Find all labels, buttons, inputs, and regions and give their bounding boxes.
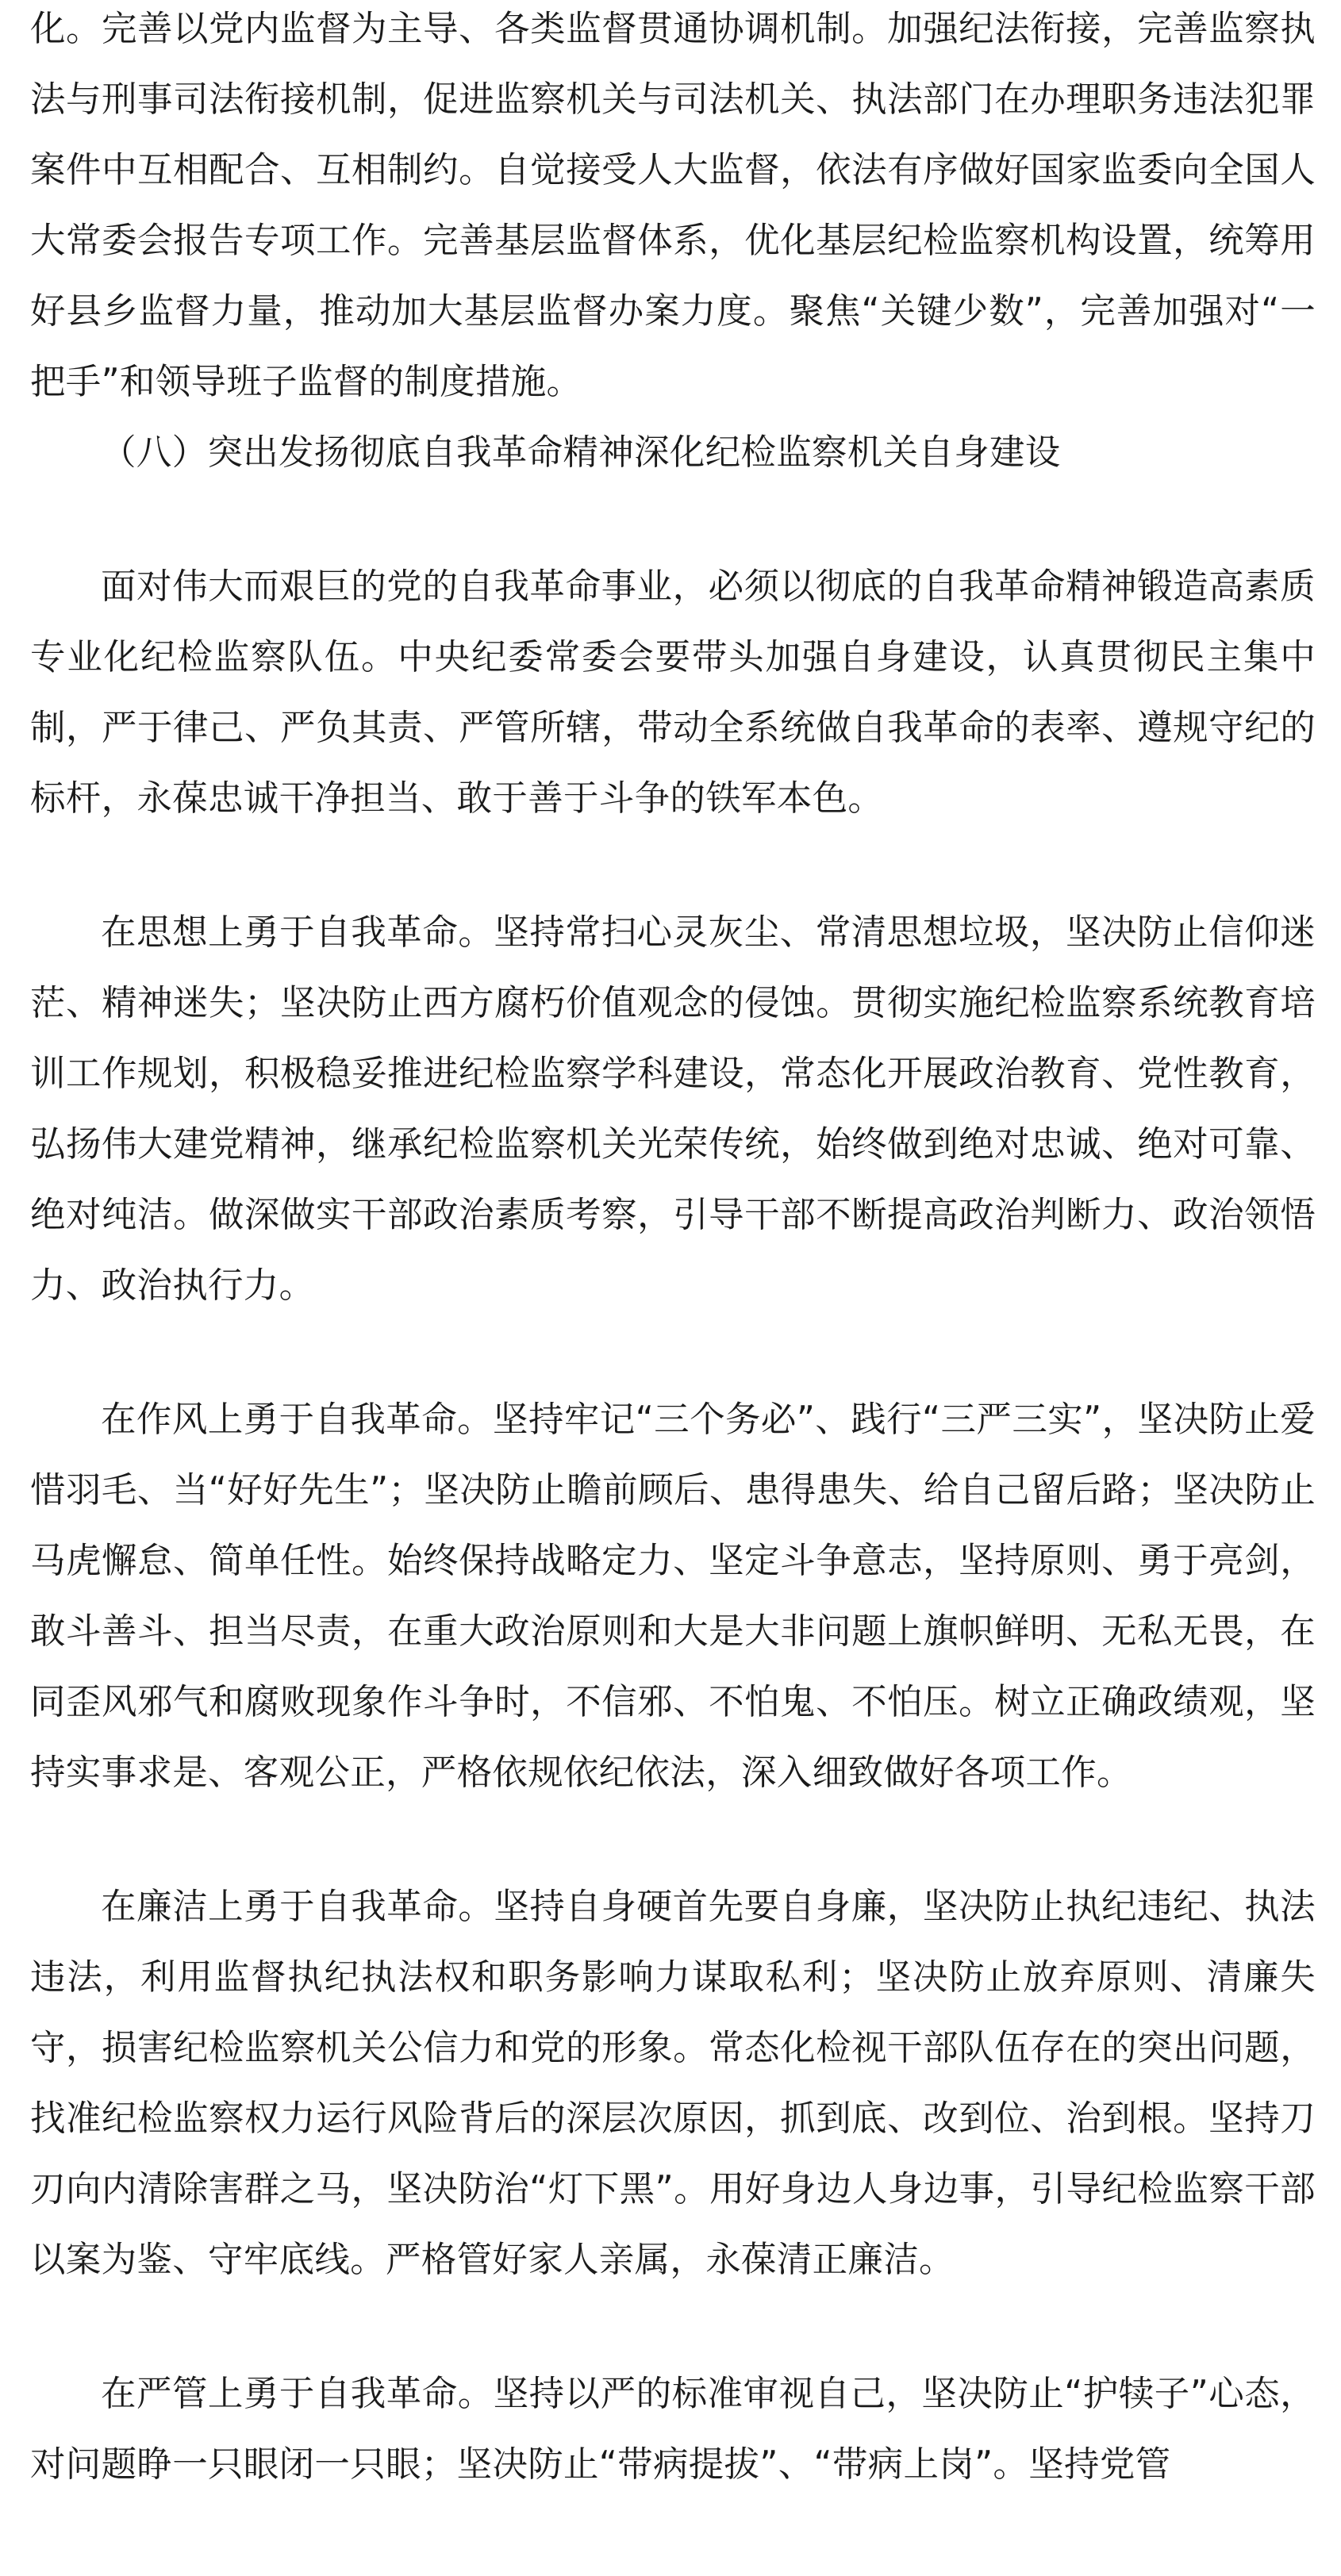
paragraph-strict-management: 在严管上勇于自我革命。坚持以严的标准审视自己，坚决防止“护犊子”心态，对问题睁一只眼闭一只眼；坚决防止“带病提拔”、“带病上岗”。坚持党管 <box>30 2374 1316 2485</box>
section-heading: （八）突出发扬彻底自我革命精神深化纪检监察机关自身建设 <box>101 432 1061 473</box>
paragraph-integrity: 在廉洁上勇于自我革命。坚持自身硬首先要自身廉，坚决防止执纪违纪、执法违法，利用监督执纪执法权和职务影响力谋取私利；坚决防止放弃原则、清廉失守，损害纪检监察机关公信力和党的形象。常态化检视干部队伍存在的突出问题，找准纪检监察权力运行风险背后的深层次原因，抓到底、改到位、治到根。坚持刀刃向内清除害群之马，坚决防治“灯下黑”。用好身边人身边事，引导纪检监察干部以案为鉴、守牢底线。严格管好家人亲属，永葆清正廉洁。 <box>30 1887 1316 2280</box>
paragraph-continued: 化。完善以党内监督为主导、各类监督贯通协调机制。加强纪法衔接，完善监察执法与刑事司法衔接机制，促进监察机关与司法机关、执法部门在办理职务违法犯罪案件中互相配合、互相制约。自觉接受人大监督，依法有序做好国家监委向全国人大常委会报告专项工作。完善基层监督体系，优化基层纪检监察机构设置，统筹用好县乡监督力量，推动加大基层监督办案力度。聚焦“关键少数”，完善加强对“一把手”和领导班子监督的制度措施。 <box>30 9 1316 402</box>
paragraph-ideology: 在思想上勇于自我革命。坚持常扫心灵灰尘、常清思想垃圾，坚决防止信仰迷茫、精神迷失；坚决防止西方腐朽价值观念的侵蚀。贯彻实施纪检监察系统教育培训工作规划，积极稳妥推进纪检监察学科建设，常态化开展政治教育、党性教育，弘扬伟大建党精神，继承纪检监察机关光荣传统，始终做到绝对忠诚、绝对可靠、绝对纯洁。做深做实干部政治素质考察，引导干部不断提高政治判断力、政治领悟力、政治执行力。 <box>30 912 1316 1306</box>
article-body <box>30 0 1316 2500</box>
paragraph-work-style: 在作风上勇于自我革命。坚持牢记“三个务必”、践行“三严三实”，坚决防止爱惜羽毛、当“好好先生”；坚决防止瞻前顾后、患得患失、给自己留后路；坚决防止马虎懈怠、简单任性。始终保持战略定力、坚定斗争意志，坚持原则、勇于亮剑，敢斗善斗、担当尽责，在重大政治原则和大是大非问题上旗帜鲜明、无私无畏，在同歪风邪气和腐败现象作斗争时，不信邪、不怕鬼、不怕压。树立正确政绩观，坚持实事求是、客观公正，严格依规依纪依法，深入细致做好各项工作。 <box>30 1399 1316 1793</box>
paragraph-self-revolution-intro: 面对伟大而艰巨的党的自我革命事业，必须以彻底的自我革命精神锻造高素质专业化纪检监察队伍。中央纪委常委会要带头加强自身建设，认真贯彻民主集中制，严于律己、严负其责、严管所辖，带动全系统做自我革命的表率、遵规守纪的标杆，永葆忠诚干净担当、敢于善于斗争的铁军本色。 <box>30 566 1316 819</box>
